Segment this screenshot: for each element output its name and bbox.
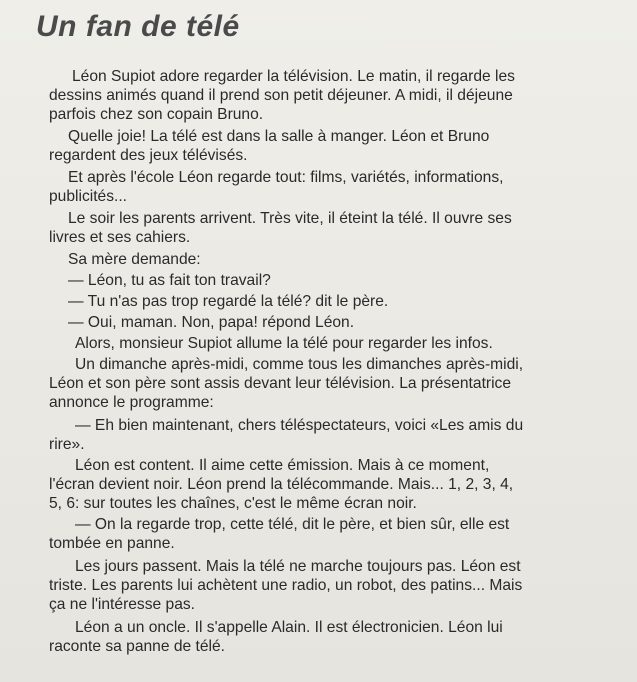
text-line: tombée en panne. (49, 535, 175, 552)
text-line: rire». (49, 436, 85, 453)
text-line: annonce le programme: (49, 394, 214, 411)
text-line: publicités... (49, 188, 128, 205)
text-line: ça ne l'intéresse pas. (49, 596, 196, 613)
text-line: Léon et son père sont assis devant leur télévision. La présentatrice (49, 375, 512, 392)
text-line: raconte sa panne de télé. (49, 638, 225, 655)
text-line: Quelle joie! La télé est dans la salle à manger. Léon et Bruno (68, 128, 490, 145)
text-line: Léon est content. Il aime cette émission. Mais à ce moment, (75, 457, 490, 474)
text-line: Le soir les parents arrivent. Très vite, il éteint la télé. Il ouvre ses (68, 210, 512, 227)
text-line: — Eh bien maintenant, chers téléspectateurs, voici «Les amis du (75, 417, 524, 434)
text-line: regardent des jeux télévisés. (49, 147, 248, 164)
text-line: — Léon, tu as fait ton travail? (68, 272, 271, 289)
text-line: 5, 6: sur toutes les chaînes, c'est le même écran noir. (49, 495, 417, 512)
text-line: Un dimanche après-midi, comme tous les dimanches après-midi, (75, 356, 524, 373)
text-line: Alors, monsieur Supiot allume la télé pour regarder les infos. (75, 335, 493, 352)
text-line: — Tu n'as pas trop regardé la télé? dit le père. (68, 293, 389, 310)
text-line: — Oui, maman. Non, papa! répond Léon. (68, 314, 355, 331)
text-line: Léon a un oncle. Il s'appelle Alain. Il est électronicien. Léon lui (75, 619, 503, 636)
text-line: Et après l'école Léon regarde tout: films, variétés, informations, (68, 169, 504, 186)
text-line: — On la regarde trop, cette télé, dit le père, et bien sûr, elle est (75, 516, 510, 533)
text-line: parfois chez son copain Bruno. (49, 106, 264, 123)
page-title: Un fan de télé (36, 10, 240, 43)
text-line: Léon Supiot adore regarder la télévision. Le matin, il regarde les (72, 68, 515, 85)
text-line: triste. Les parents lui achètent une radio, un robot, des patins... Mais (49, 577, 523, 594)
text-line: livres et ses cahiers. (49, 229, 191, 246)
text-line: l'écran devient noir. Léon prend la télécommande. Mais... 1, 2, 3, 4, (49, 476, 514, 493)
text-line: Sa mère demande: (68, 251, 201, 268)
text-line: Les jours passent. Mais la télé ne marche toujours pas. Léon est (75, 558, 521, 575)
text-line: dessins animés quand il prend son petit déjeuner. A midi, il déjeune (49, 87, 513, 104)
